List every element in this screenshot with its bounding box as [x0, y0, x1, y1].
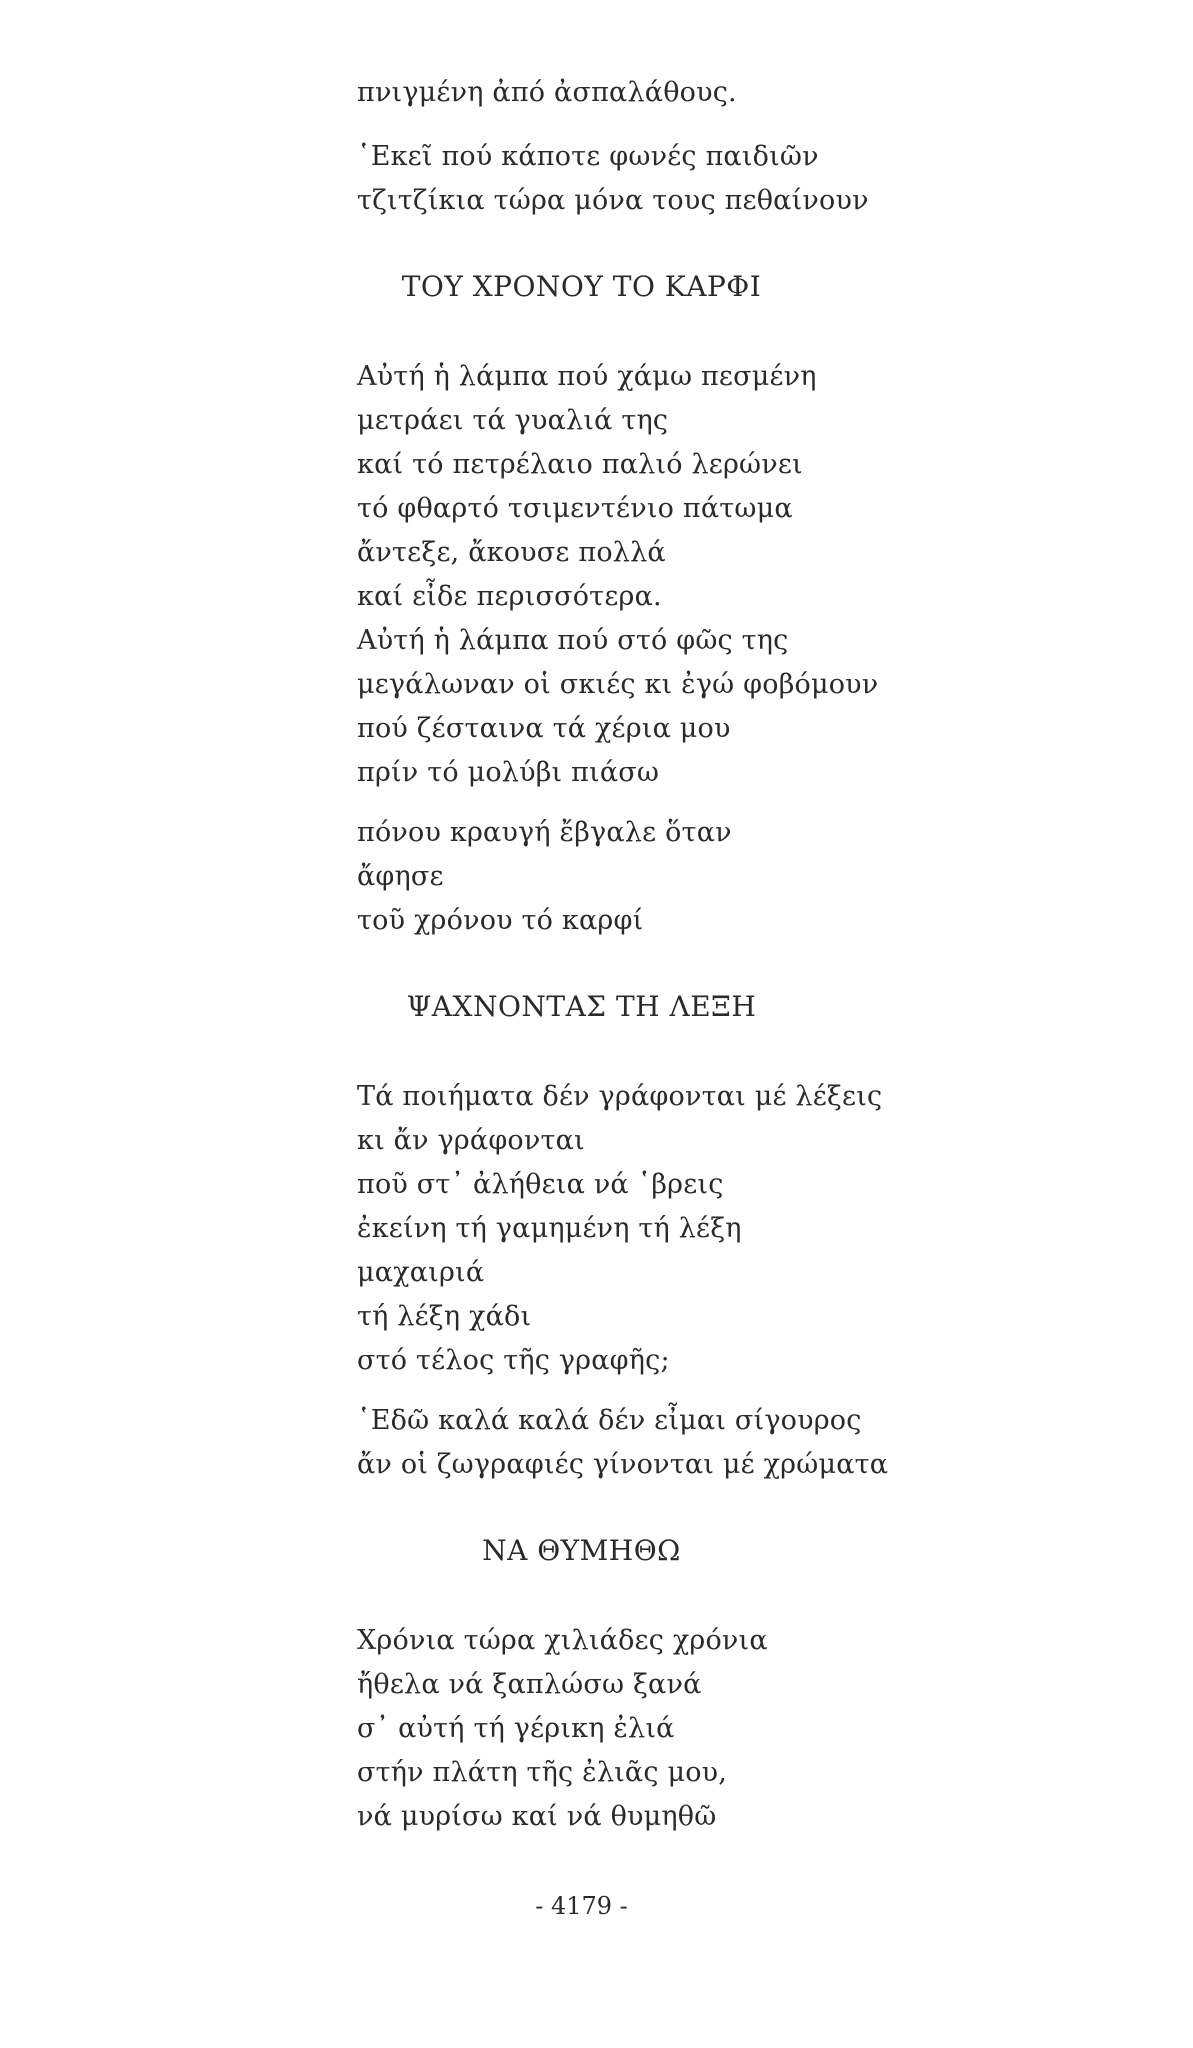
poem-line: πόνου κραυγή ἔβγαλε ὅταν — [357, 817, 732, 848]
poem-line: ἄντεξε, ἄκουσε πολλά — [357, 537, 666, 568]
poem-line: σ᾽ αὐτή τή γέρικη ἐλιά — [357, 1713, 675, 1744]
poem-line: ποῦ στ᾽ ἀλήθεια νά ῾βρεις — [357, 1169, 724, 1200]
poem-line: ἤθελα νά ξαπλώσω ξανά — [357, 1669, 702, 1700]
poem-line: καί τό πετρέλαιο παλιό λερώνει — [357, 449, 803, 480]
poem-line: τζιτζίκια τώρα μόνα τους πεθαίνουν — [357, 185, 869, 216]
poem-line: τοῦ χρόνου τό καρφί — [357, 905, 644, 936]
poem-line: ἄν οἱ ζωγραφιές γίνονται μέ χρώματα — [357, 1449, 889, 1480]
poem-line: μεγάλωναν οἱ σκιές κι ἐγώ φοβόμουν — [357, 669, 879, 700]
poem-line: ἄφησε — [357, 861, 444, 892]
poem-line: πού ζέσταινα τά χέρια μου — [357, 713, 731, 744]
poem-line: στήν πλάτη τῆς ἐλιᾶς μου, — [357, 1757, 728, 1788]
poem-line: καί εἶδε περισσότερα. — [357, 581, 662, 612]
poem-line: ῾Εκεῖ πού κάποτε φωνές παιδιῶν — [357, 141, 819, 172]
poem-line: μετράει τά γυαλιά της — [357, 405, 669, 436]
poem-title: ΝΑ ΘΥΜΗΘΩ — [482, 1534, 681, 1567]
poem-line: ῾Εδῶ καλά καλά δέν εἶμαι σίγουρος — [357, 1405, 862, 1436]
poem-line: νά μυρίσω καί νά θυμηθῶ — [357, 1801, 717, 1832]
poem-title: ΨΑΧΝΟΝΤΑΣ ΤΗ ΛΕΞΗ — [406, 990, 757, 1023]
poem-line: μαχαιριά — [357, 1257, 485, 1288]
poem-line: στό τέλος τῆς γραφῆς; — [357, 1345, 670, 1376]
poem-line: κι ἄν γράφονται — [357, 1125, 585, 1156]
poem-line: Αὐτή ἡ λάμπα πού στό φῶς της — [357, 625, 789, 656]
poem-line: Τά ποιήματα δέν γράφονται μέ λέξεις — [357, 1081, 883, 1112]
poem-line: τό φθαρτό τσιμεντένιο πάτωμα — [357, 493, 793, 524]
poem-line: τή λέξη χάδι — [357, 1301, 532, 1332]
poem-line: πρίν τό μολύβι πιάσω — [357, 757, 660, 788]
poem-line: Αὐτή ἡ λάμπα πού χάμω πεσμένη — [357, 361, 817, 392]
page-number: - 4179 - — [535, 1892, 628, 1920]
poem-line: ἐκείνη τή γαμημένη τή λέξη — [357, 1213, 742, 1244]
poem-line: πνιγμένη ἀπό ἀσπαλάθους. — [357, 77, 737, 108]
poem-title: ΤΟΥ ΧΡΟΝΟΥ ΤΟ ΚΑΡΦΙ — [401, 270, 762, 303]
poem-line: Χρόνια τώρα χιλιάδες χρόνια — [357, 1625, 768, 1656]
